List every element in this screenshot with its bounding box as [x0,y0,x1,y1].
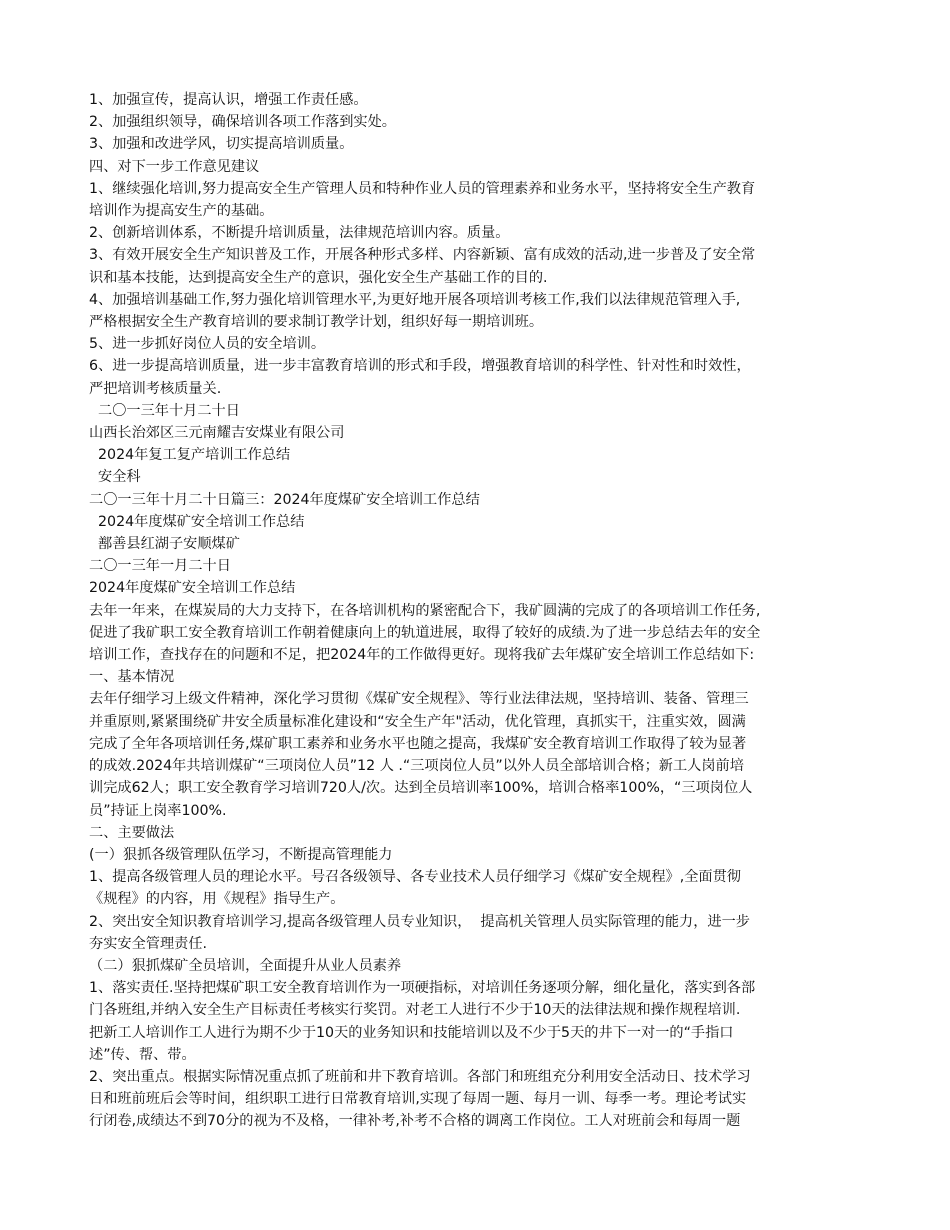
text-line: 2、加强组织领导，确保培训各项工作落到实处。 [89,114,396,131]
document-title: 2024年度煤矿安全培训工作总结 [89,580,296,597]
date-line: 二〇一三年十月二十日 [89,402,240,419]
company-name: 鄯善县红湖子安顺煤矿 [89,536,240,553]
text-line: 夯实安全管理责任. [89,935,208,952]
document-title: 2024年度煤矿安全培训工作总结 [89,513,305,530]
section-heading: 四、对下一步工作意见建议 [89,158,260,175]
text-line: 严格根据安全生产教育培训的要求制订教学计划，组织好每一期培训班。 [89,314,544,331]
text-line: 2、突出重点。根据实际情况重点抓了班前和井下教育培训。各部门和班组充分利用安全活动日、技术学习 [89,1068,751,1085]
subsection-heading: (一）狠抓各级管理队伍学习，不断提高管理能力 [89,846,393,863]
text-line: 训完成62人；职工安全教育学习培训720人/次。达到全员培训率100%，培训合格率100%，“三项岗位人 [89,780,753,797]
text-line: 员”持证上岗率100%. [89,802,227,819]
text-line: 促进了我矿职工安全教育培训工作朝着健康向上的轨道进展，取得了较好的成绩.为了进一步总结去年的安全 [89,624,761,641]
text-line: 1、加强宣传，提高认识，增强工作责任感。 [89,92,368,108]
text-line: 1、落实责任.坚持把煤矿职工安全教育培训作为一项硬指标，对培训任务逐项分解，细化量化，落实到各部 [89,980,756,997]
text-line: 培训作为提高安生产的基础。 [89,203,274,220]
text-line: 培训工作，查找存在的问题和不足，把2024年的工作做得更好。现将我矿去年煤矿安全培训工作总结如下: [89,647,755,664]
date-line: 二〇一三年一月二十日 [89,558,231,575]
document-body [89,89,864,1133]
text-line: 去年仔细学习上级文件精神，深化学习贯彻《煤矿安全规程》、等行业法律法规，坚持培训、装备、管理三 [89,691,749,708]
text-line: 5、进一步抓好岗位人员的安全培训。 [89,336,326,353]
text-line: 4、加强培训基础工作,努力强化培训管理水平,为更好地开展各项培训考核工作,我们以法律规范管理入手, [89,291,741,308]
company-name: 山西长治郊区三元南耀吉安煤业有限公司 [89,425,345,442]
text-line: 6、进一步提高培训质量，进一步丰富教育培训的形式和手段，增强教育培训的科学性、针对性和时效性， [89,358,751,375]
text-line: 1、提高各级管理人员的理论水平。号召各级领导、各专业技术人员仔细学习《煤矿安全规程》,全面贯彻 [89,869,741,886]
text-line: 《规程》的内容，用《规程》指导生产。 [89,891,345,908]
text-line: 完成了全年各项培训任务,煤矿职工素养和业务水平也随之提高，我煤矿安全教育培训工作取得了较为显著 [89,735,747,752]
text-line: 3、有效开展安全生产知识普及工作，开展各种形式多样、内容新颖、富有成效的活动,进一步普及了安全常 [89,247,756,264]
text-line: 行闭卷,成绩达不到70分的视为不及格，一律补考,补考不合格的调离工作岗位。工人对班前会和每周一题 [89,1113,741,1130]
text-line: 日和班前班后会等时间，组织职工进行日常教育培训,实现了每周一题、每月一训、每季一考。理论考试实 [89,1091,747,1108]
text-line: 把新工人培训作工人进行为期不少于10天的业务知识和技能培训以及不少于5天的井下一对一的“手指口 [89,1024,734,1041]
department-name: 安全科 [89,469,141,486]
text-line: 门各班组,并纳入安全生产目标责任考核实行奖罚。对老工人进行不少于10天的法律法规和操作规程培训. [89,1002,741,1019]
text-line: 2、创新培训体系，不断提升培训质量，法律规范培训内容。质量。 [89,225,510,242]
text-line: 3、加强和改进学风，切实提高培训质量。 [89,136,354,153]
text-line: 2、突出安全知识教育培训学习,提高各级管理人员专业知识， 提高机关管理人员实际管理的能力，进一步 [89,913,750,930]
text-line: 去年一年来，在煤炭局的大力支持下，在各培训机构的紧密配合下，我矿圆满的完成了的各项培训工作任务, [89,602,761,619]
section-heading: 一、基本情况 [89,669,175,686]
text-line: 二〇一三年十月二十日篇三：2024年度煤矿安全培训工作总结 [89,491,480,508]
text-line: 1、继续强化培训,努力提高安全生产管理人员和特种作业人员的管理素养和业务水平，坚持将安全生产教育 [89,180,756,197]
text-line: 并重原则,紧紧围绕矿井安全质量标准化建设和“安全生产年"活动，优化管理，真抓实干，注重实效，圆满 [89,713,746,730]
text-line: 述”传、帮、带。 [89,1046,196,1063]
subsection-heading: （二）狠抓煤矿全员培训，全面提升从业人员素养 [89,957,402,974]
section-heading: 二、主要做法 [89,824,175,841]
text-line: 的成效.2024年共培训煤矿“三项岗位人员”12 人 .“三项岗位人员”以外人员全部培训合格；新工人岗前培 [89,758,744,775]
text-line: 识和基本技能，达到提高安全生产的意识，强化安全生产基础工作的目的. [89,269,548,286]
document-title: 2024年复工复产培训工作总结 [89,447,291,464]
text-line: 严把培训考核质量关. [89,380,222,397]
